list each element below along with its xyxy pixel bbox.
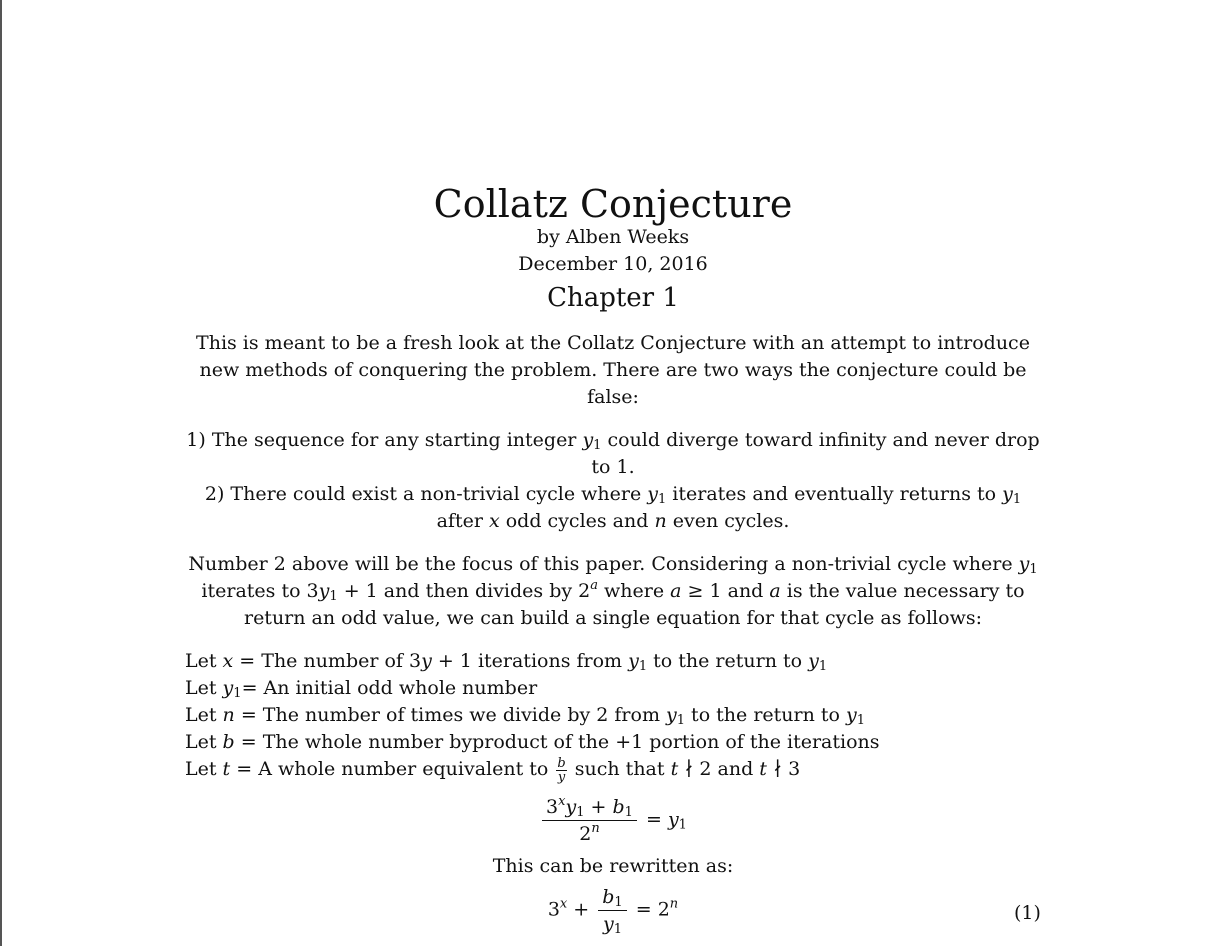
equation-1: $3^x$ + $\frac{b_1}{y_1}$ = $2^n$: [547, 886, 679, 937]
definition-x: Let x = The number of 3y + 1 iterations from $y_1$ to the return to $y_1$: [185, 650, 828, 674]
cycle-equation: $\frac{3^xy_1 + b_1}{2^n}$ = $y_1$: [0, 796, 1226, 845]
definition-b: Let b = The whole number byproduct of the +1 portion of the iterations: [185, 731, 880, 753]
paper-title: Collatz Conjecture: [433, 182, 793, 226]
definition-y1: Let $y_1= An$ initial odd whole number: [185, 677, 538, 701]
definition-t: Let t = A whole number equivalent to $\frac{b}{y}$ such that t ∤ 2 and t ∤ 3: [185, 755, 801, 785]
definition-n: Let n = The number of times we divide by 2 from $y_1$ to the return to $y_1$: [185, 704, 866, 728]
paper-date: December 10, 2016: [518, 253, 708, 275]
paper-author: by Alben Weeks: [536, 226, 690, 248]
variable-definitions: [185, 648, 880, 784]
b1-over-y1-fraction: $\frac{b_1}{y_1}$: [598, 886, 626, 935]
fraction-b-over-y: $\frac{b}{y}$: [557, 755, 566, 785]
cycle-fraction: $\frac{3^xy_1 + b_1}{2^n}$: [542, 796, 637, 845]
chapter-heading: Chapter 1: [547, 283, 679, 313]
equation-number: (1): [1014, 902, 1041, 924]
focus-paragraph: Number 2 above will be the focus of this paper. Considering a non-trivial cycle where $y_1$ iterates to $3y_1 + 1$ and then divides by 2$^a$ where a ≥ 1 and a is the value necessary to return an odd value, we can build a single equation for that cycle as follows:: [188, 553, 1038, 629]
intro-paragraph: This is meant to be a fresh look at the Collatz Conjecture with an attempt to introduce new methods of conquering the problem. There are two ways the conjecture could be false:: [196, 332, 1030, 408]
case-2-paragraph: 2) There could exist a non-trivial cycle where $y_1$ iterates and eventually returns to $y_1$ after x odd cycles and n even cycles.: [204, 483, 1022, 532]
case-1-paragraph: 1) The sequence for any starting integer $y_1$ could diverge toward infinity and never drop to 1.: [186, 429, 1040, 478]
rewrite-sentence: This can be rewritten as:: [492, 855, 734, 877]
